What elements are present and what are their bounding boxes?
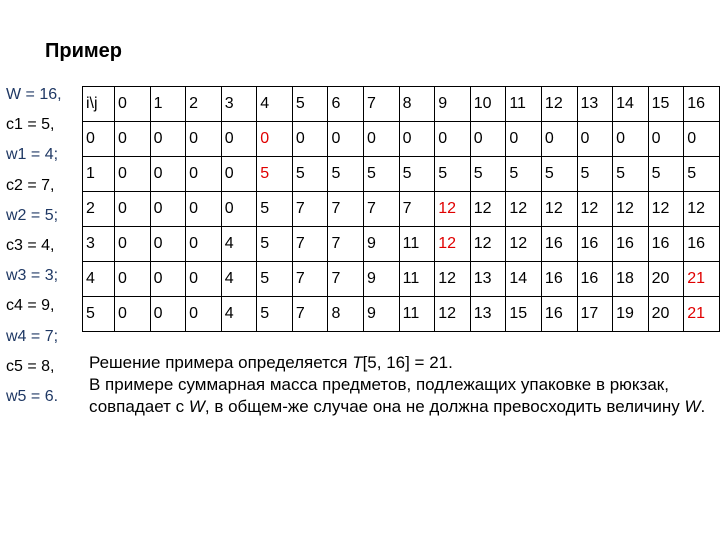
table-cell: 7 (292, 227, 328, 262)
table-cell: 12 (435, 262, 471, 297)
table-cell: 0 (470, 122, 506, 157)
table-cell: 11 (399, 262, 435, 297)
table-cell: 0 (648, 122, 684, 157)
column-header: 11 (506, 87, 542, 122)
table-cell: 0 (186, 157, 222, 192)
table-cell: 5 (648, 157, 684, 192)
column-header: 2 (186, 87, 222, 122)
dp-table (82, 86, 720, 332)
table-cell: 12 (648, 192, 684, 227)
table-cell: 12 (506, 227, 542, 262)
table-cell: 0 (150, 157, 186, 192)
param-line: W = 16, (6, 86, 62, 103)
table-cell: 18 (613, 262, 649, 297)
table-cell: 12 (506, 192, 542, 227)
row-header: 3 (83, 227, 115, 262)
table-cell: 11 (399, 297, 435, 332)
table-cell: 16 (684, 227, 720, 262)
table-cell: 7 (364, 192, 400, 227)
column-header: 13 (577, 87, 613, 122)
table-cell: 12 (435, 297, 471, 332)
table-cell: 5 (506, 157, 542, 192)
table-cell: 21 (684, 297, 720, 332)
param-line: c3 = 4, (6, 236, 55, 254)
table-cell: 0 (221, 122, 257, 157)
table-cell: 0 (186, 192, 222, 227)
column-header: 8 (399, 87, 435, 122)
table-cell: 16 (648, 227, 684, 262)
table-cell: 5 (435, 157, 471, 192)
param-line: c4 = 9, (6, 297, 55, 315)
table-cell: 5 (257, 192, 293, 227)
table-cell: 0 (114, 122, 150, 157)
row-header: 1 (83, 157, 115, 192)
table-cell: 17 (577, 297, 613, 332)
table-cell: 13 (470, 262, 506, 297)
solution-line-2: В примере суммарная масса предметов, подлежащих упаковке в рюкзак, совпадает с W, в общем-же случае она не должна превосходить величину W. (89, 375, 706, 416)
table-cell: 4 (221, 227, 257, 262)
table-cell: 0 (328, 122, 364, 157)
table-cell: 21 (684, 262, 720, 297)
table-row (83, 192, 720, 227)
table-cell: 12 (541, 192, 577, 227)
table-cell: 5 (470, 157, 506, 192)
table-cell: 5 (399, 157, 435, 192)
table-cell: 7 (399, 192, 435, 227)
table-row (83, 297, 720, 332)
row-header: 5 (83, 297, 115, 332)
table-cell: 11 (399, 227, 435, 262)
corner-cell: i\j (83, 87, 115, 122)
table-cell: 9 (364, 227, 400, 262)
table-row (83, 262, 720, 297)
table-cell: 0 (292, 122, 328, 157)
row-header: 4 (83, 262, 115, 297)
table-cell: 12 (435, 192, 471, 227)
column-header: 14 (613, 87, 649, 122)
table-cell: 7 (328, 227, 364, 262)
table-cell: 0 (150, 122, 186, 157)
column-header: 4 (257, 87, 293, 122)
slide-title: Пример (45, 40, 123, 62)
table-cell: 0 (399, 122, 435, 157)
table-cell: 5 (292, 157, 328, 192)
table-cell: 5 (257, 262, 293, 297)
table-cell: 0 (684, 122, 720, 157)
table-cell: 16 (577, 227, 613, 262)
table-cell: 16 (541, 297, 577, 332)
solution-line-1: Решение примера определяется T[5, 16] = 21. (89, 353, 453, 372)
table-cell: 0 (257, 122, 293, 157)
param-line: c1 = 5, (6, 116, 55, 134)
table-header-row (83, 87, 720, 122)
column-header: 3 (221, 87, 257, 122)
table-cell: 15 (506, 297, 542, 332)
table-cell: 5 (684, 157, 720, 192)
column-header: 0 (114, 87, 150, 122)
table-cell: 0 (186, 297, 222, 332)
table-cell: 13 (470, 297, 506, 332)
table-cell: 16 (541, 227, 577, 262)
row-header: 2 (83, 192, 115, 227)
table-cell: 0 (114, 262, 150, 297)
table-cell: 12 (577, 192, 613, 227)
table-cell: 0 (114, 192, 150, 227)
table-cell: 5 (364, 157, 400, 192)
table-cell: 7 (292, 192, 328, 227)
column-header: 12 (541, 87, 577, 122)
table-cell: 16 (577, 262, 613, 297)
table-row (83, 157, 720, 192)
table-cell: 12 (684, 192, 720, 227)
table-cell: 7 (292, 297, 328, 332)
table-cell: 20 (648, 262, 684, 297)
table-row (83, 122, 720, 157)
table-cell: 14 (506, 262, 542, 297)
param-line: c2 = 7, (6, 176, 55, 194)
table-cell: 12 (613, 192, 649, 227)
param-line: w3 = 3; (6, 267, 59, 285)
param-line: w5 = 6. (6, 387, 59, 405)
table-cell: 5 (541, 157, 577, 192)
table-cell: 0 (114, 297, 150, 332)
table-cell: 4 (221, 262, 257, 297)
param-line: w2 = 5; (6, 206, 59, 224)
table-cell: 7 (292, 262, 328, 297)
table-cell: 0 (221, 192, 257, 227)
table-cell: 0 (364, 122, 400, 157)
column-header: 15 (648, 87, 684, 122)
table-cell: 0 (150, 297, 186, 332)
table-cell: 5 (257, 297, 293, 332)
table-cell: 0 (150, 262, 186, 297)
column-header: 10 (470, 87, 506, 122)
param-line: w1 = 4; (6, 146, 59, 164)
table-cell: 9 (364, 262, 400, 297)
table-cell: 0 (577, 122, 613, 157)
param-line: w4 = 7; (6, 327, 59, 345)
column-header: 16 (684, 87, 720, 122)
table-cell: 0 (114, 157, 150, 192)
table-cell: 12 (470, 227, 506, 262)
table-cell: 0 (150, 192, 186, 227)
param-line: c5 = 8, (6, 357, 55, 375)
table-cell: 8 (328, 297, 364, 332)
table-cell: 0 (186, 122, 222, 157)
table-cell: 12 (435, 227, 471, 262)
table-cell: 5 (328, 157, 364, 192)
table-cell: 16 (613, 227, 649, 262)
table-cell: 7 (328, 262, 364, 297)
solution-text (89, 352, 717, 418)
table-cell: 5 (257, 227, 293, 262)
table-cell: 0 (150, 227, 186, 262)
row-header: 0 (83, 122, 115, 157)
table-cell: 12 (470, 192, 506, 227)
table-cell: 0 (186, 262, 222, 297)
problem-parameters (6, 84, 86, 416)
table-cell: 16 (541, 262, 577, 297)
table-cell: 0 (435, 122, 471, 157)
column-header: 6 (328, 87, 364, 122)
column-header: 7 (364, 87, 400, 122)
column-header: 5 (292, 87, 328, 122)
table-cell: 5 (613, 157, 649, 192)
column-header: 9 (435, 87, 471, 122)
column-header: 1 (150, 87, 186, 122)
table-cell: 7 (328, 192, 364, 227)
table-cell: 5 (577, 157, 613, 192)
table-cell: 5 (257, 157, 293, 192)
table-cell: 9 (364, 297, 400, 332)
table-cell: 0 (541, 122, 577, 157)
table-cell: 0 (186, 227, 222, 262)
table-cell: 19 (613, 297, 649, 332)
table-cell: 0 (613, 122, 649, 157)
table-cell: 0 (221, 157, 257, 192)
table-cell: 0 (114, 227, 150, 262)
table-row (83, 227, 720, 262)
table-cell: 20 (648, 297, 684, 332)
table-cell: 0 (506, 122, 542, 157)
table-cell: 4 (221, 297, 257, 332)
